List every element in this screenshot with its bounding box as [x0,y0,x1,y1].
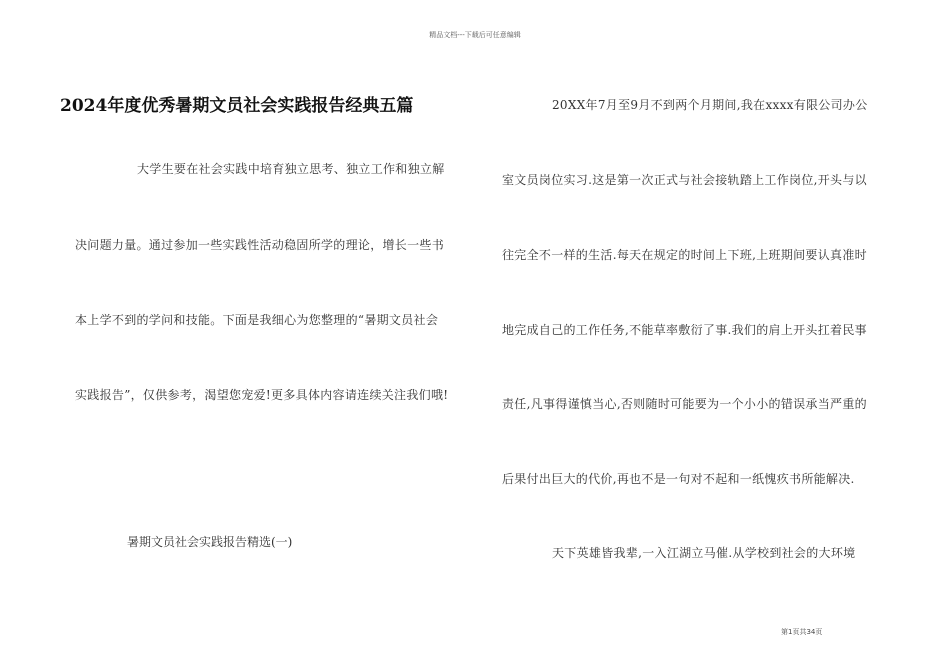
intro-line-3: 本上学不到的学问和技能。下面是我细心为您整理的“暑期文员社会 [75,313,439,327]
body-line-6: 后果付出巨大的代价,再也不是一句对不起和一纸愧疚书所能解决. [502,472,855,486]
document-title: 2024年度优秀暑期文员社会实践报告经典五篇 [60,96,414,116]
body-line-1: 20XX年7月至9月不到两个月期间,我在xxxx有限公司办公 [552,98,868,112]
body-line-2: 室文员岗位实习.这是第一次正式与社会接轨踏上工作岗位,开头与以 [502,173,867,187]
intro-line-2: 决问题力量。通过参加一些实践性活动稳固所学的理论，增长一些书 [75,238,445,252]
section-heading: 暑期文员社会实践报告精选(一) [127,535,293,549]
body-line-3: 往完全不一样的生活.每天在规定的时间上下班,上班期间要认真准时 [502,248,867,262]
header-note: 精品文档---下载后可任意编辑 [429,31,521,39]
intro-line-4: 实践报告”，仅供参考，渴望您宠爱!更多具体内容请连续关注我们哦! [75,388,449,402]
body-line-4: 地完成自己的工作任务,不能草率敷衍了事.我们的肩上开头扛着民事 [502,323,867,337]
intro-line-1: 大学生要在社会实践中培育独立思考、独立工作和独立解 [137,162,445,176]
body-line-5: 责任,凡事得谨慎当心,否则随时可能要为一个小小的错误承当严重的 [502,397,867,411]
page-number: 第1页共34页 [781,628,823,636]
body-line-7: 天下英雄皆我辈,一入江湖立马催.从学校到社会的大环境 [552,546,856,560]
